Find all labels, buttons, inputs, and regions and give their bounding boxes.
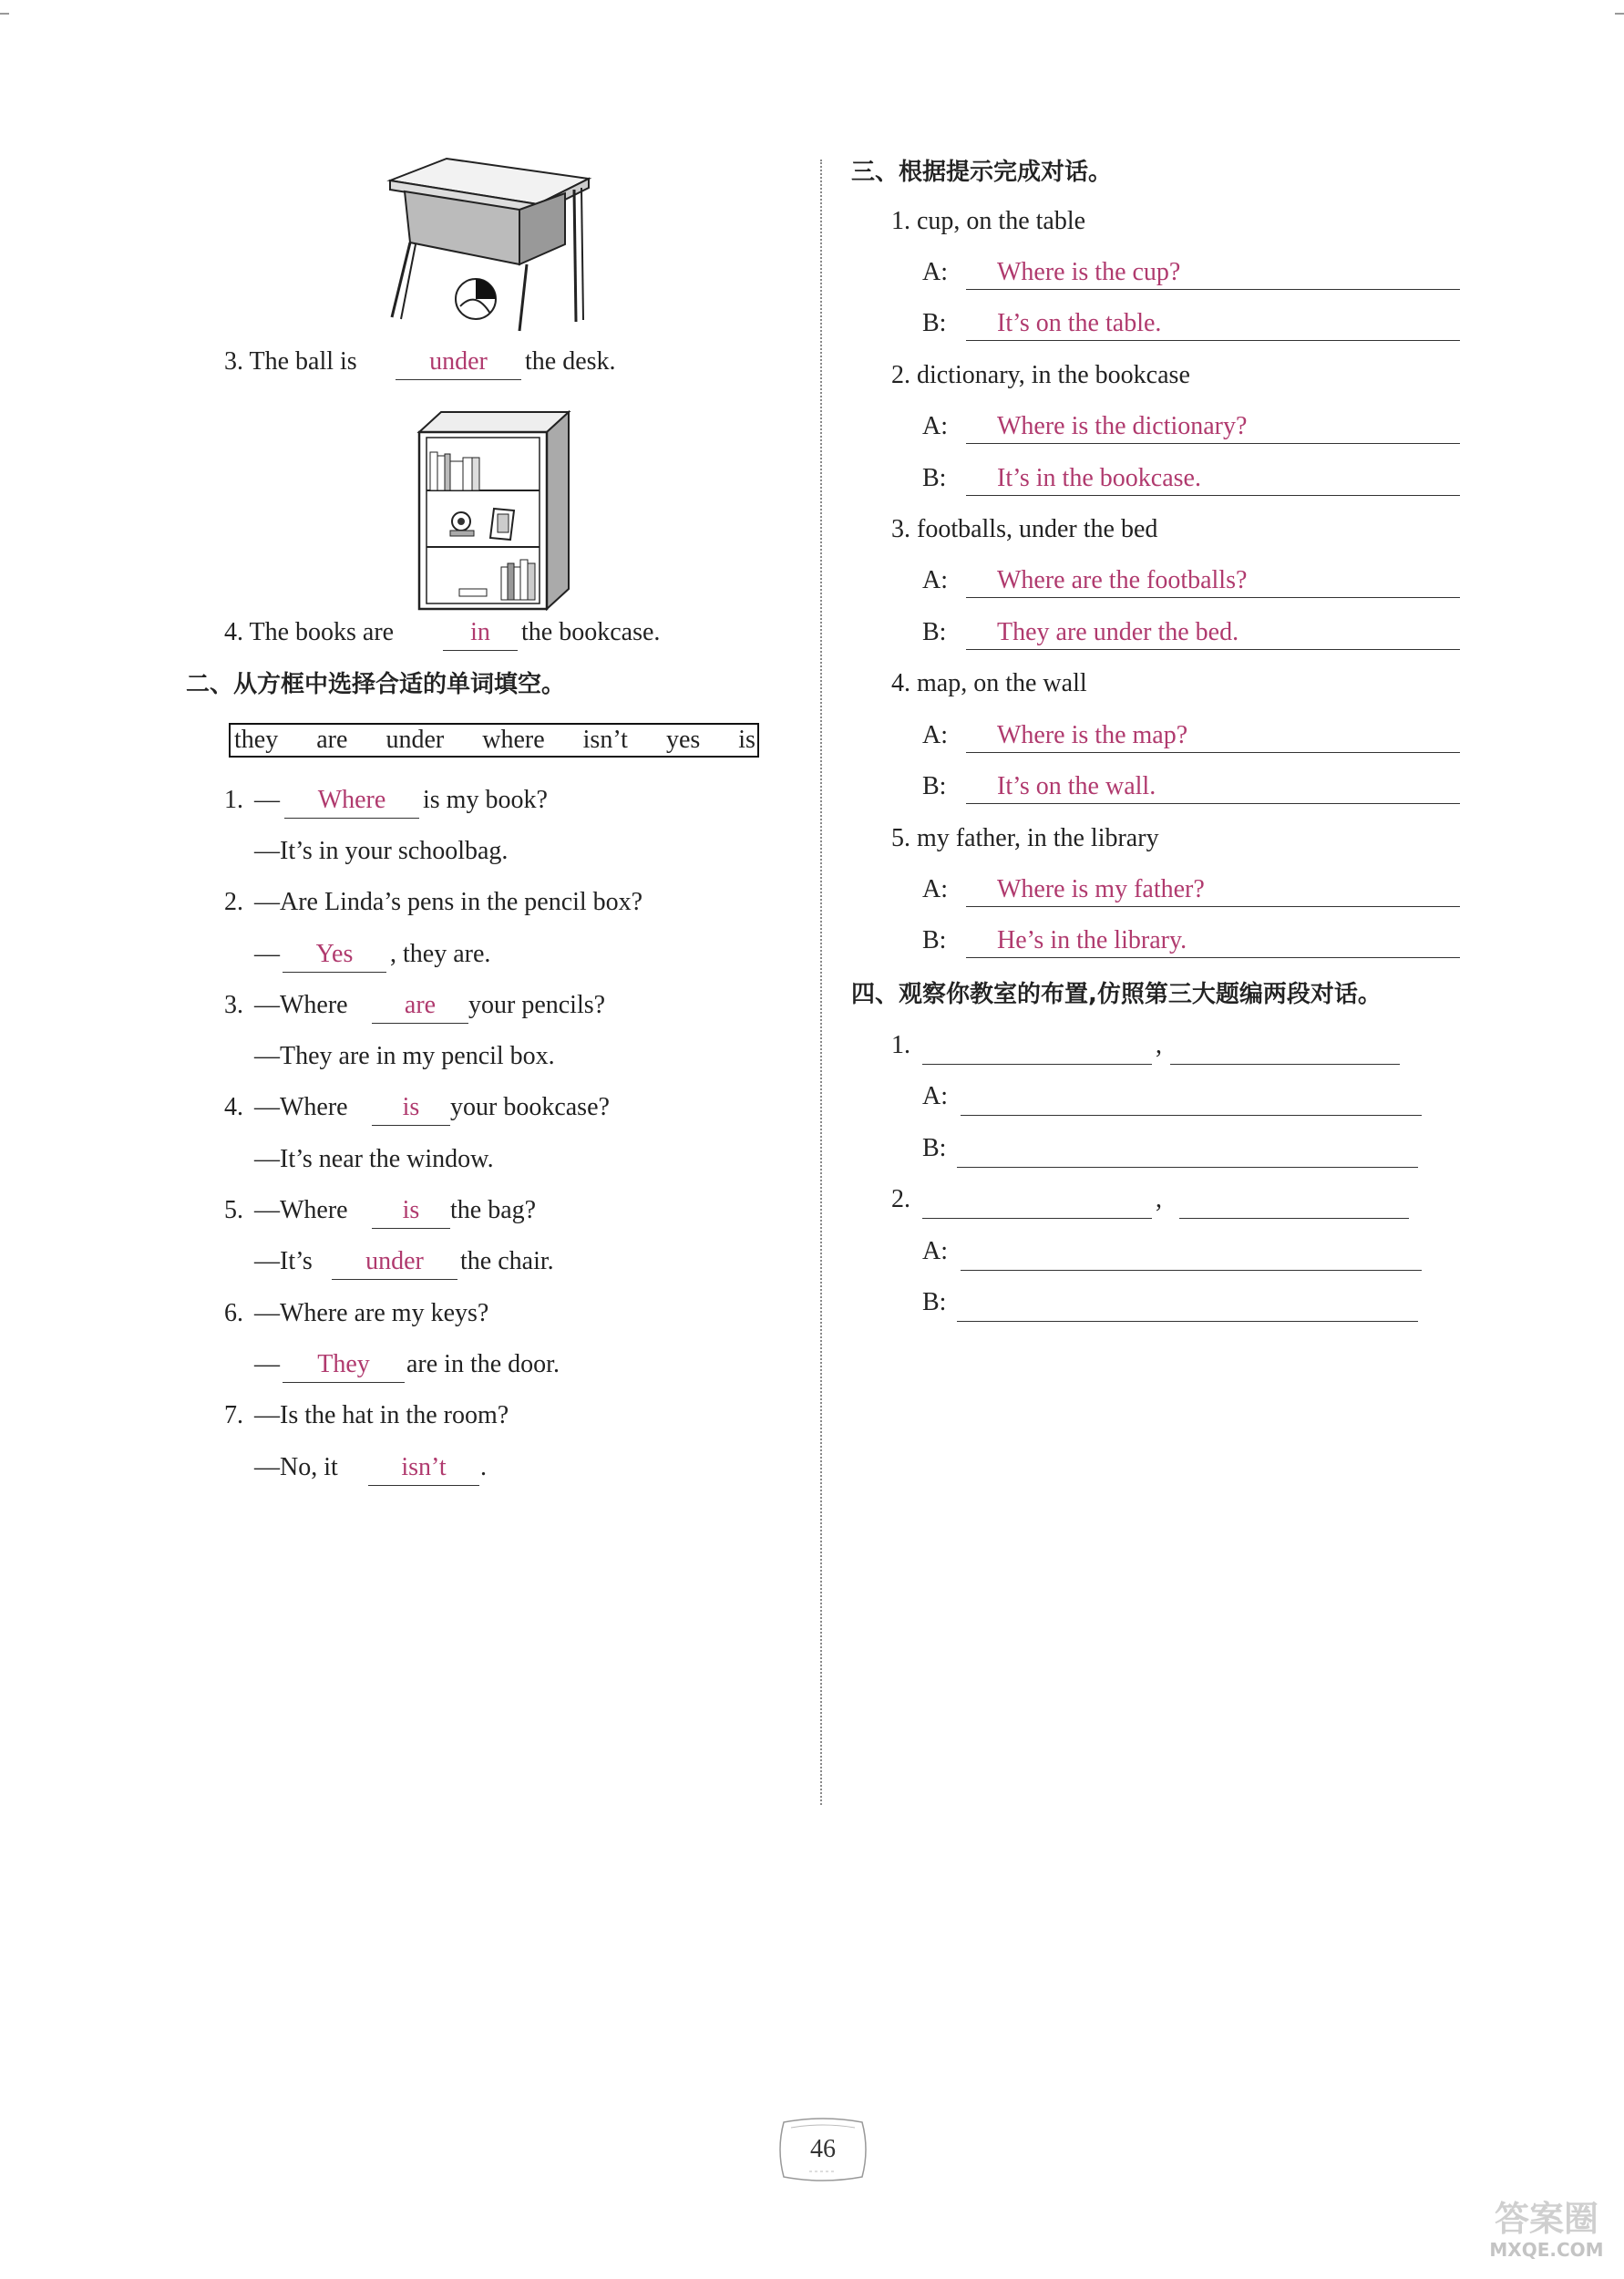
answer-line-b[interactable]: It’s on the wall. <box>966 771 1460 804</box>
reply-text: . <box>480 1453 487 1481</box>
watermark-site: MXQE.COM <box>1489 2239 1604 2261</box>
bookcase-illustration <box>414 407 581 613</box>
blank-line[interactable] <box>957 1166 1418 1168</box>
answer-line-a[interactable]: Where is the cup? <box>966 257 1460 290</box>
answer-line-b[interactable]: He’s in the library. <box>966 925 1460 958</box>
reply-text: —No, it <box>254 1453 338 1481</box>
watermark <box>1478 2199 1615 2274</box>
crop-mark-tr <box>1615 9 1624 18</box>
reply-dash: — <box>254 940 280 968</box>
watermark-logo: 答案圈 <box>1494 2199 1598 2239</box>
blank-line[interactable] <box>1170 1063 1400 1065</box>
answer-blank[interactable]: They <box>283 1349 405 1383</box>
speaker-a-label: A: <box>922 1082 948 1110</box>
column-divider <box>820 160 822 1805</box>
word-option: where <box>482 726 545 754</box>
dialogue-number: 1. <box>891 1031 910 1059</box>
question-text: —Where <box>254 991 348 1019</box>
reply-text: —It’s near the window. <box>254 1145 494 1173</box>
item-number: 3. <box>224 347 243 376</box>
question-text: —Is the hat in the room? <box>254 1401 509 1429</box>
question-text: —Where <box>254 1093 348 1121</box>
question-text: —Where <box>254 1196 348 1224</box>
sentence-before: The ball is <box>249 347 357 376</box>
answer-line-a[interactable]: Where is the dictionary? <box>966 411 1460 444</box>
speaker-b-label: B: <box>922 309 947 337</box>
question-number: 2. <box>224 888 243 916</box>
blank-line[interactable] <box>961 1269 1422 1271</box>
dialogue-prompt: 2. dictionary, in the bookcase <box>891 361 1190 389</box>
word-option: are <box>316 726 348 754</box>
separator-comma: , <box>1156 1185 1162 1213</box>
speaker-a-label: A: <box>922 566 948 594</box>
speaker-b-label: B: <box>922 1134 947 1162</box>
reply-text: are in the door. <box>406 1350 560 1378</box>
dialogue-prompt: 1. cup, on the table <box>891 207 1086 235</box>
reply-text: , they are. <box>390 940 491 968</box>
question-text: your pencils? <box>468 991 606 1019</box>
dialogue-prompt: 4. map, on the wall <box>891 669 1087 697</box>
answer-blank[interactable]: Where <box>284 785 419 819</box>
section-4-heading: 四、观察你教室的布置,仿照第三大题编两段对话。 <box>851 981 1382 1008</box>
reply-text: —They are in my pencil box. <box>254 1042 555 1070</box>
dialogue-prompt: 5. my father, in the library <box>891 824 1159 852</box>
answer-blank[interactable]: isn’t <box>368 1452 479 1486</box>
answer-line-a[interactable]: Where is the map? <box>966 720 1460 753</box>
reply-text: the chair. <box>460 1247 554 1275</box>
word-option: isn’t <box>582 726 628 754</box>
question-text: —Are Linda’s pens in the pencil box? <box>254 888 643 916</box>
crop-mark-tl <box>0 9 9 18</box>
sentence-before: The books are <box>249 618 395 646</box>
speaker-a-label: A: <box>922 1237 948 1265</box>
answer-blank[interactable]: under <box>396 346 521 380</box>
word-option: under <box>385 726 445 754</box>
blank-line[interactable] <box>957 1320 1418 1322</box>
question-dash: — <box>254 786 280 814</box>
reply-dash: — <box>254 1350 280 1378</box>
speaker-a-label: A: <box>922 412 948 440</box>
answer-blank[interactable]: Yes <box>283 939 386 973</box>
speaker-b-label: B: <box>922 772 947 800</box>
question-text: is my book? <box>423 786 548 814</box>
speaker-b-label: B: <box>922 618 947 646</box>
speaker-b-label: B: <box>922 464 947 492</box>
answer-blank[interactable]: is <box>372 1092 450 1126</box>
word-option: yes <box>665 726 701 754</box>
speaker-b-label: B: <box>922 1288 947 1316</box>
speaker-a-label: A: <box>922 721 948 749</box>
answer-blank[interactable]: is <box>372 1195 450 1229</box>
question-text: your bookcase? <box>450 1093 610 1121</box>
reply-text: —It’s <box>254 1247 313 1275</box>
answer-line-a[interactable]: Where is my father? <box>966 874 1460 907</box>
blank-line[interactable] <box>922 1217 1152 1219</box>
answer-line-b[interactable]: They are under the bed. <box>966 617 1460 650</box>
word-box <box>229 723 759 758</box>
question-number: 7. <box>224 1401 243 1429</box>
question-number: 6. <box>224 1299 243 1327</box>
desk-illustration <box>383 153 601 335</box>
dialogue-prompt: 3. footballs, under the bed <box>891 515 1158 543</box>
answer-line-a[interactable]: Where are the footballs? <box>966 565 1460 598</box>
answer-line-b[interactable]: It’s in the bookcase. <box>966 463 1460 496</box>
item-4-text <box>224 617 394 648</box>
answer-blank[interactable]: in <box>443 617 518 651</box>
sentence-after: the bookcase. <box>521 618 661 646</box>
section-2-heading: 二、从方框中选择合适的单词填空。 <box>186 671 566 698</box>
blank-line[interactable] <box>1179 1217 1409 1219</box>
section-3-heading: 三、根据提示完成对话。 <box>851 159 1113 186</box>
blank-line[interactable] <box>961 1114 1422 1116</box>
word-option: is <box>738 726 755 754</box>
question-number: 5. <box>224 1196 243 1224</box>
speaker-b-label: B: <box>922 926 947 954</box>
reply-text: —It’s in your schoolbag. <box>254 837 509 865</box>
answer-blank[interactable]: are <box>372 990 468 1024</box>
answer-line-b[interactable]: It’s on the table. <box>966 308 1460 341</box>
question-number: 4. <box>224 1093 243 1121</box>
word-option: they <box>234 726 279 754</box>
sentence-after: the desk. <box>525 347 616 376</box>
speaker-a-label: A: <box>922 875 948 903</box>
question-number: 1. <box>224 786 243 814</box>
dialogue-number: 2. <box>891 1185 910 1213</box>
speaker-a-label: A: <box>922 258 948 286</box>
question-text: the bag? <box>450 1196 537 1224</box>
item-number: 4. <box>224 618 243 646</box>
question-text: —Where are my keys? <box>254 1299 489 1327</box>
answer-blank[interactable]: under <box>332 1246 457 1280</box>
question-number: 3. <box>224 991 243 1019</box>
separator-comma: , <box>1156 1031 1162 1059</box>
page-number: 46 <box>810 2135 836 2163</box>
blank-line[interactable] <box>922 1063 1152 1065</box>
item-3-text <box>224 346 357 377</box>
